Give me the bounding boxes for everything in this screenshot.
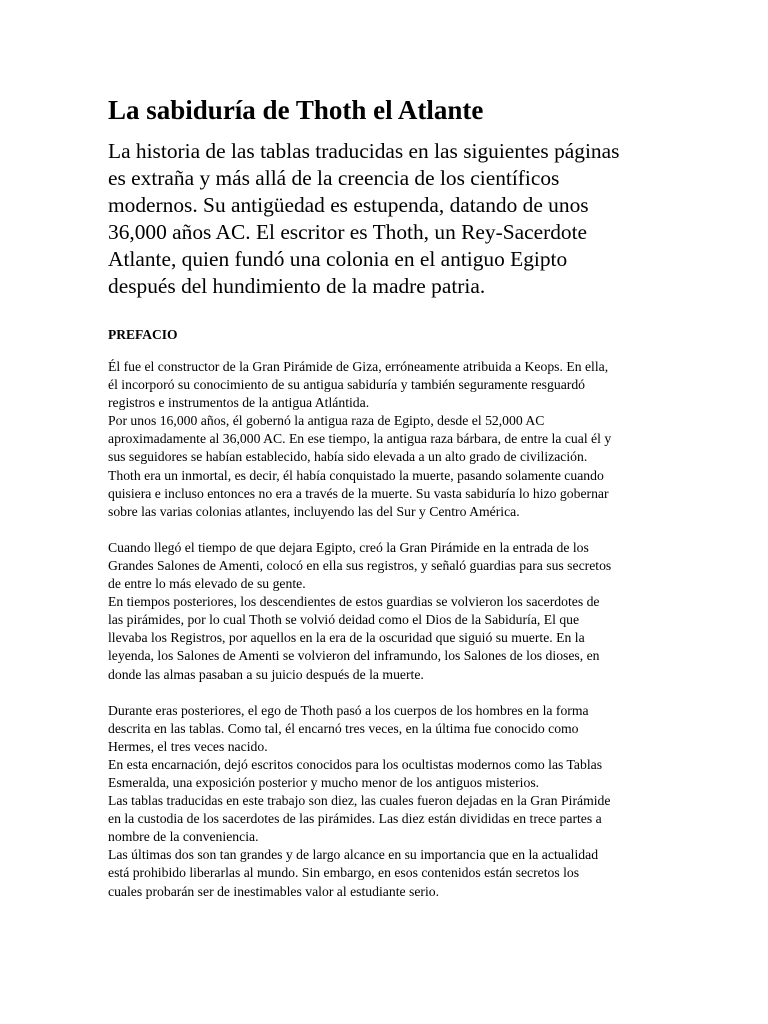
- paragraph-line: Esmeralda, una exposición posterior y mucho menor de los antiguos misterios.: [108, 774, 540, 790]
- document-title: La sabiduría de Thoth el Atlante: [108, 95, 484, 125]
- paragraph-line: registros e instrumentos de la antigua Atlántida.: [108, 395, 370, 411]
- paragraph-line: Cuando llegó el tiempo de que dejara Egipto, creó la Gran Pirámide en la entrada de los: [108, 539, 589, 555]
- paragraph-line: aproximadamente al 36,000 AC. En ese tiempo, la antigua raza bárbara, de entre la cual él y: [108, 431, 612, 447]
- paragraph-line: descrita en las tablas. Como tal, él encarnó tres veces, en la última fue conocido como: [108, 720, 579, 736]
- intro-paragraph: [108, 138, 668, 300]
- paragraph-line: las pirámides, por lo cual Thoth se volvió deidad como el Dios de la Sabiduría, El que: [108, 612, 580, 628]
- document-page: [108, 92, 668, 919]
- paragraph-line: él incorporó su conocimiento de su antigua sabiduría y también seguramente resguardó: [108, 377, 586, 393]
- paragraph-line: en la custodia de los sacerdotes de las pirámides. Las diez están divididas en trece partes a: [108, 811, 602, 827]
- paragraph-line: Por unos 16,000 años, él gobernó la antigua raza de Egipto, desde el 52,000 AC: [108, 413, 545, 429]
- intro-line: 36,000 años AC. El escritor es Thoth, un Rey-Sacerdote: [108, 220, 588, 244]
- body-paragraph-2: [108, 539, 668, 684]
- paragraph-line: llevaba los Registros, por aquellos en la era de la oscuridad que siguió su muerte. En la: [108, 630, 585, 646]
- intro-line: La historia de las tablas traducidas en las siguientes páginas: [108, 139, 620, 163]
- intro-line: modernos. Su antigüedad es estupenda, datando de unos: [108, 193, 589, 217]
- paragraph-line: de entre lo más elevado de su gente.: [108, 576, 306, 592]
- paragraph-line: Hermes, el tres veces nacido.: [108, 738, 268, 754]
- paragraph-line: quisiera e incluso entonces no era a través de la muerte. Su vasta sabiduría lo hizo gobernar: [108, 485, 609, 501]
- paragraph-line: nombre de la conveniencia.: [108, 829, 259, 845]
- paragraph-line: En esta encarnación, dejó escritos conocidos para los ocultistas modernos como las Tablas: [108, 756, 603, 772]
- paragraph-line: donde las almas pasaban a su juicio después de la muerte.: [108, 666, 424, 682]
- paragraph-line: Durante eras posteriores, el ego de Thoth pasó a los cuerpos de los hombres en la forma: [108, 702, 589, 718]
- intro-line: es extraña y más allá de la creencia de los científicos: [108, 166, 560, 190]
- paragraph-line: Grandes Salones de Amenti, colocó en ella sus registros, y señaló guardias para sus secretos: [108, 557, 612, 573]
- body-paragraph-1: [108, 358, 668, 521]
- paragraph-line: cuales probarán ser de inestimables valor al estudiante serio.: [108, 883, 440, 899]
- paragraph-line: Thoth era un inmortal, es decir, él había conquistado la muerte, pasando solamente cuando: [108, 467, 604, 483]
- section-heading-prefacio: PREFACIO: [108, 327, 178, 342]
- paragraph-line: leyenda, los Salones de Amenti se volvieron del inframundo, los Salones de los dioses, en: [108, 648, 600, 664]
- paragraph-line: Él fue el constructor de la Gran Pirámide de Giza, erróneamente atribuida a Keops. En ella,: [108, 359, 609, 374]
- paragraph-line: sus seguidores se habían establecido, había sido elevada a un alto grado de civilización.: [108, 449, 588, 465]
- paragraph-line: En tiempos posteriores, los descendientes de estos guardias se volvieron los sacerdotes de: [108, 594, 600, 610]
- paragraph-line: Las tablas traducidas en este trabajo son diez, las cuales fueron dejadas en la Gran Pirámide: [108, 793, 611, 809]
- body-paragraph-3: [108, 702, 668, 901]
- paragraph-line: sobre las varias colonias atlantes, incluyendo las del Sur y Centro América.: [108, 503, 520, 519]
- paragraph-line: está prohibido liberarlas al mundo. Sin embargo, en esos contenidos están secretos los: [108, 865, 580, 881]
- intro-line: después del hundimiento de la madre patria.: [108, 274, 486, 298]
- intro-line: Atlante, quien fundó una colonia en el antiguo Egipto: [108, 247, 568, 271]
- paragraph-line: Las últimas dos son tan grandes y de largo alcance en su importancia que en la actualidad: [108, 847, 599, 863]
